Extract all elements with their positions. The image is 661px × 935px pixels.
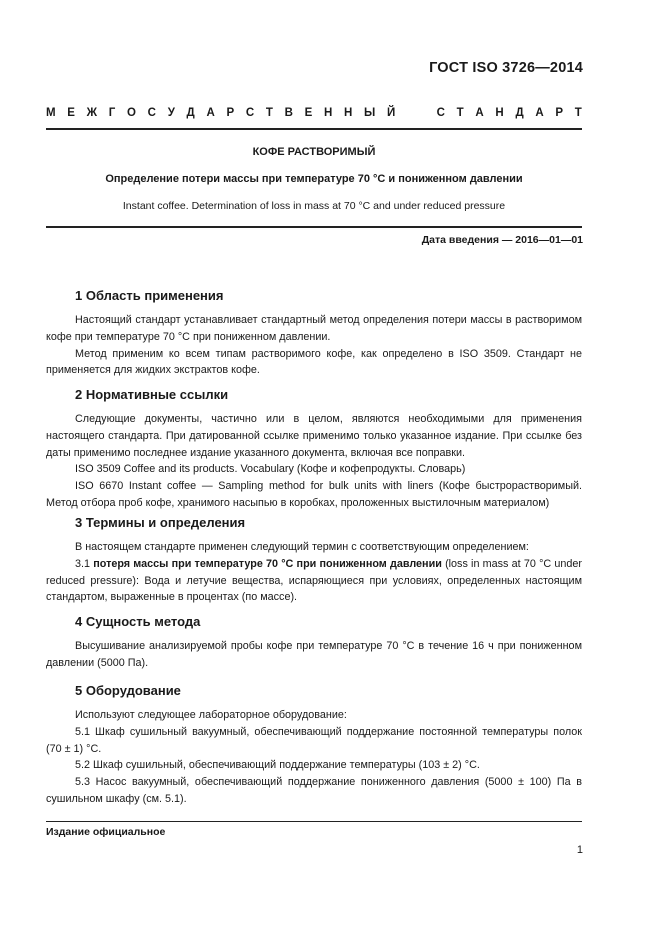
banner-letter: Н <box>323 107 333 119</box>
banner-letter: Т <box>265 107 273 119</box>
banner-letter: Р <box>226 107 235 119</box>
introduction-date: Дата введения — 2016—01—01 <box>421 234 583 246</box>
section-heading: 2 Нормативные ссылки <box>75 387 229 402</box>
header-divider <box>46 128 582 130</box>
paragraph: В настоящем стандарте применен следующий термин с соответствующим определением: <box>75 541 529 553</box>
banner-letter: А <box>206 107 215 119</box>
term-name: потеря массы при температуре 70 °С при пониженном давлении <box>93 557 442 570</box>
paragraph: Метод применим ко всем типам растворимого кофе, как определено в ISO 3509. Стандарт не применяется для жидких экстрактов кофе. <box>46 347 582 377</box>
apparatus-item: 5.1 Шкаф сушильный вакуумный, обеспечивающий поддержание постоянной температуры полок (70 ± 1) °С. <box>46 725 582 755</box>
footer-divider <box>46 821 582 822</box>
section-heading: 1 Область применения <box>75 288 224 303</box>
banner-letter: Н <box>344 107 353 119</box>
section-terms-definitions <box>46 515 582 606</box>
banner-letter: М <box>46 107 56 119</box>
banner-letter: Е <box>304 107 313 119</box>
banner-letter: Й <box>386 107 396 119</box>
banner-letter: Ж <box>86 107 98 119</box>
banner-letter: В <box>284 107 293 119</box>
banner-letter: О <box>127 107 136 119</box>
term-definition <box>46 556 582 606</box>
document-subtitle: Определение потери массы при температуре 70 °С и пониженном давлении <box>105 173 523 185</box>
banner-letter: Н <box>495 107 504 119</box>
section-apparatus <box>46 683 582 808</box>
banner-letter: Т <box>574 107 582 119</box>
section-scope <box>46 288 582 379</box>
term-number: 3.1 <box>75 557 91 570</box>
standard-code: ГОСТ ISO 3726—2014 <box>429 60 583 76</box>
paragraph: Настоящий стандарт устанавливает стандартный метод определения потери массы в растворимом кофе при температуре 70 °С при пониженном давлении. <box>46 314 582 343</box>
banner-letter: Т <box>456 107 464 119</box>
section-method-principle <box>46 614 582 672</box>
interstate-standard-banner <box>46 107 582 119</box>
apparatus-item: 5.2 Шкаф сушильный, обеспечивающий поддержание температуры (103 ± 2) °С. <box>75 759 480 772</box>
banner-letter: Ы <box>364 107 376 119</box>
document-title-english: Instant coffee. Determination of loss in mass at 70 °C and under reduced pressure <box>122 200 506 212</box>
banner-letter: А <box>535 107 544 119</box>
section-normative-references <box>46 387 582 512</box>
section-heading: 3 Термины и определения <box>75 515 246 530</box>
term-text: (loss in mass at 70 °С under reduced pressure): Вода и летучие вещества, испаряющиеся при условиях, определенных настоящим стандартом, выраженные в процентах (по массе). <box>46 557 582 604</box>
page-number: 1 <box>576 844 583 856</box>
reference-item: ISO 3509 Coffee and its products. Vocabulary (Кофе и кофепродукты. Словарь) <box>75 463 466 476</box>
banner-letter: Г <box>108 107 116 119</box>
paragraph: Высушивание анализируемой пробы кофе при температуре 70 °С в течение 16 ч при пониженном давлении (5000 Па). <box>46 640 582 669</box>
banner-letter: Р <box>555 107 564 119</box>
banner-letter: С <box>436 107 445 119</box>
section-heading: 5 Оборудование <box>75 683 181 698</box>
paragraph: Следующие документы, частично или в целом, являются необходимыми для применения настоящего стандарта. При датированной ссылке применимо только указанное издание. При ссылке без даты применимо последнее издание указанного документа, включая все поправки. <box>46 413 582 459</box>
paragraph: Используют следующее лабораторное оборудование: <box>75 709 347 721</box>
banner-letter: Д <box>515 107 524 119</box>
banner-letter: С <box>147 107 156 119</box>
banner-letter: А <box>475 107 484 119</box>
apparatus-item: 5.3 Насос вакуумный, обеспечивающий поддержание пониженного давления (5000 ± 100) Па в сушильном шкафу (см. 5.1). <box>46 776 582 805</box>
title-divider <box>46 226 582 228</box>
reference-item: ISO 6670 Instant coffee — Sampling method for bulk units with liners (Кофе быстрорастворимый. Метод отбора проб кофе, хранимого насыпью в коробках, проложенных выстилочным материалом) <box>46 480 582 509</box>
banner-letter: Е <box>67 107 75 119</box>
section-heading: 4 Сущность метода <box>75 614 201 629</box>
official-edition-label: Издание официальное <box>46 826 166 838</box>
document-title: КОФЕ РАСТВОРИМЫЙ <box>252 146 376 158</box>
banner-word-gap <box>407 107 425 119</box>
banner-letter: У <box>167 107 175 119</box>
banner-letter: С <box>245 107 255 119</box>
banner-letter: Д <box>186 107 195 119</box>
